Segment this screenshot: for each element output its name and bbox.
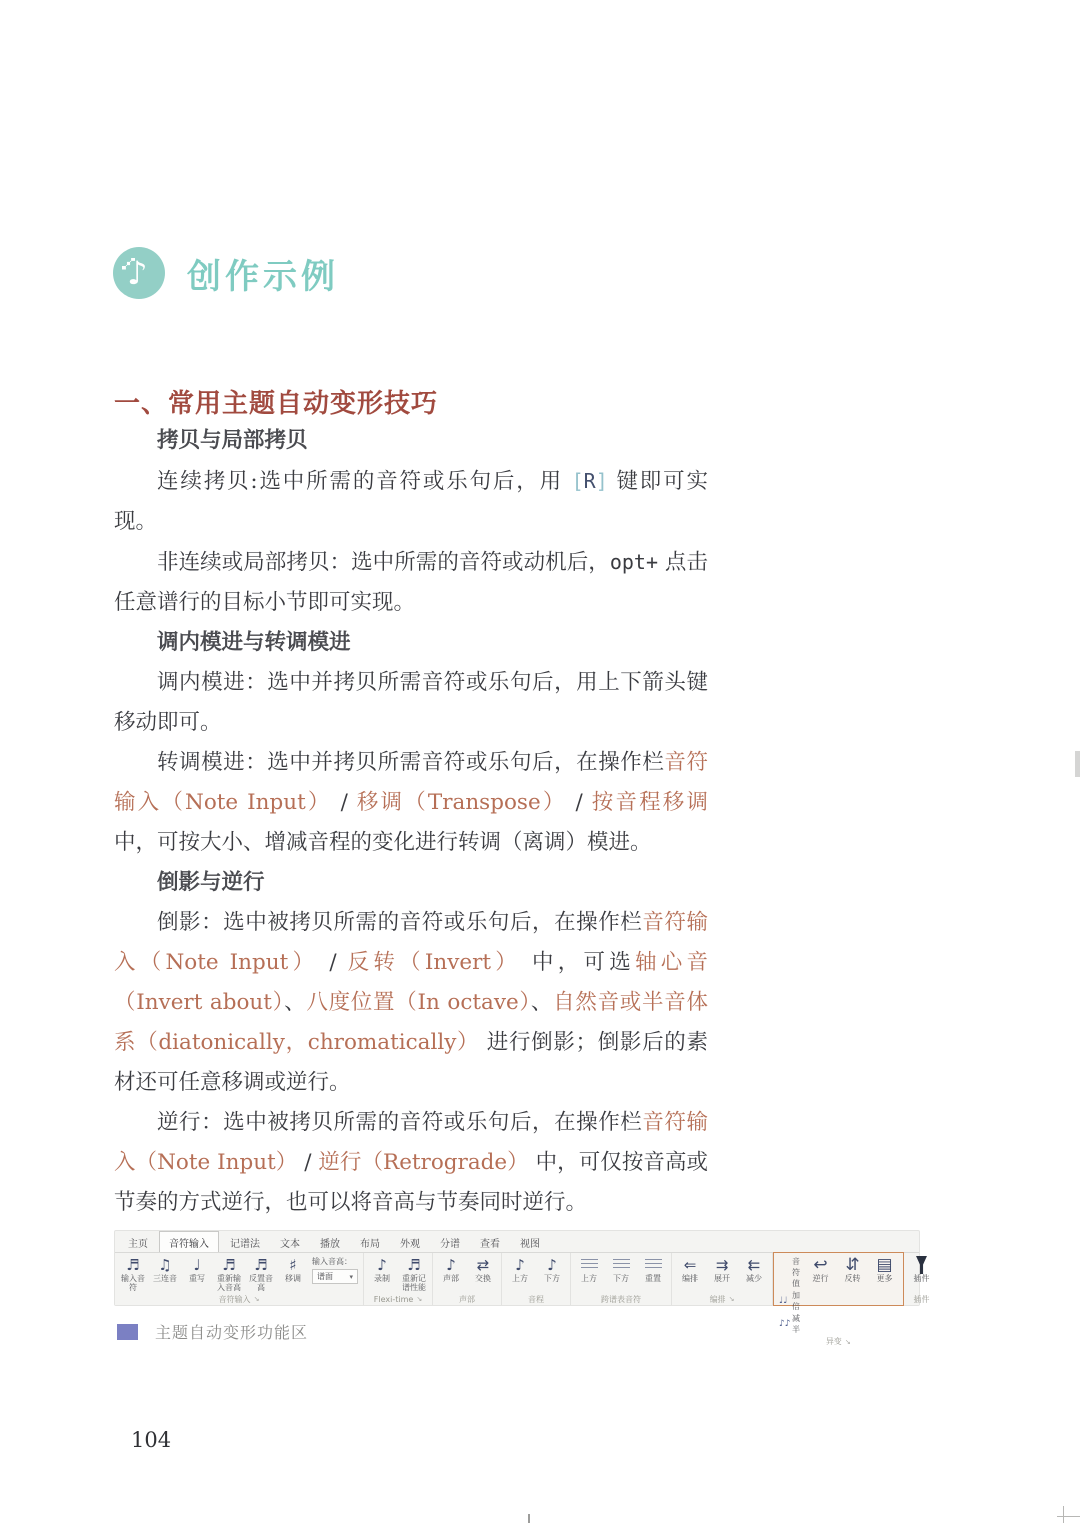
reduce-button[interactable]: ⇇ 减少 — [746, 1256, 762, 1283]
scan-artifact — [1057, 1516, 1080, 1517]
halve-note-values-item[interactable]: ♪♪ 减半 — [779, 1314, 800, 1334]
scan-artifact — [1063, 1506, 1064, 1523]
plugin-icon — [915, 1256, 928, 1274]
group-label-voices: 声部 — [459, 1294, 475, 1304]
ribbon-tab-row — [115, 1231, 919, 1252]
group-label-arrange: 编排 ↘ — [709, 1294, 735, 1304]
invert-button[interactable]: ⇵ 反转 — [844, 1255, 861, 1283]
group-label-cross-staff: 跨谱表音符 — [601, 1294, 641, 1304]
arrange-button[interactable]: ⇐ 编排 — [682, 1256, 698, 1283]
ribbon-group-transformations — [773, 1252, 904, 1346]
staff-lines-icon — [613, 1259, 630, 1271]
tab-appearance[interactable]: 外观 — [400, 1239, 420, 1250]
scan-artifact — [1075, 751, 1080, 777]
ribbon-group-cross-staff — [571, 1253, 672, 1305]
cross-staff-above-button[interactable]: 上方 — [574, 1255, 604, 1284]
sharp-icon: ♯ — [289, 1256, 297, 1274]
caption-swatch — [117, 1324, 138, 1340]
ribbon-group-plugins — [904, 1253, 940, 1305]
transpose-button[interactable]: ♯ 移调 — [285, 1256, 301, 1283]
cross-staff-below-button[interactable]: 下方 — [606, 1255, 636, 1284]
invert-arrows-icon: ⇵ — [845, 1255, 860, 1275]
tab-layout[interactable]: 布局 — [360, 1239, 380, 1250]
tab-parts[interactable]: 分谱 — [440, 1239, 460, 1250]
group-label-flexitime: Flexi-time ↘ — [373, 1294, 423, 1304]
paragraph: 非连续或局部拷贝：选中所需的音符或动机后，opt+ 点击任意谱行的目标小节即可实现。 — [114, 550, 708, 615]
grid-icon: ▤ — [876, 1255, 893, 1275]
swap-arrows-icon: ⇄ — [476, 1256, 490, 1274]
tab-home[interactable]: 主页 — [128, 1239, 148, 1250]
reinput-pitches-button[interactable]: ♬ 重新输入音高 — [217, 1256, 241, 1292]
body-text — [114, 421, 708, 1223]
note-icon: ♪ — [547, 1256, 557, 1274]
group-label-transformations: 异变 ↘ — [825, 1337, 851, 1346]
double-note-values-item[interactable]: ♩♩ 加倍 — [779, 1291, 800, 1311]
dialog-launcher-icon[interactable]: ↘ — [728, 1295, 735, 1303]
paragraph: 逆行：选中被拷贝所需的音符或乐句后，在操作栏音符输入（Note Input） / 逆行（Retrograde） 中，可仅按音高或节奏的方式逆行，也可以将音高与节奏同时逆行。 — [114, 1110, 708, 1215]
chevron-down-icon: ▾ — [349, 1272, 353, 1281]
tab-text[interactable]: 文本 — [280, 1239, 300, 1250]
scan-artifact — [528, 1514, 530, 1523]
more-transforms-button[interactable]: ▤ 更多 — [876, 1255, 893, 1283]
subheading-copy: 拷贝与局部拷贝 — [157, 428, 308, 453]
note-icon: ♬ — [407, 1256, 421, 1274]
input-pitch-control: 输入音高： 谱面 ▾ — [310, 1255, 360, 1285]
flip-pitches-button[interactable]: ♬ 反置音高 — [249, 1256, 273, 1292]
arrange-arrow-icon: ⇐ — [683, 1256, 697, 1274]
triplets-button[interactable]: ♫ 三连音 — [153, 1256, 177, 1283]
ribbon-group-note-input — [115, 1253, 364, 1305]
chapter-title: 创作示例 — [187, 256, 339, 297]
ribbon-group-intervals — [502, 1253, 571, 1305]
subheading-sequence: 调内模进与转调模进 — [157, 630, 351, 655]
record-note-icon: ♪ — [377, 1256, 387, 1274]
input-notes-button[interactable]: ♬ 输入音符 — [121, 1256, 145, 1292]
note-icon: ♬ — [222, 1256, 236, 1274]
figure-caption — [117, 1320, 308, 1343]
tab-review[interactable]: 查看 — [480, 1239, 500, 1250]
ribbon-group-arrange — [672, 1253, 773, 1305]
retrograde-arrow-icon: ↩ — [813, 1255, 828, 1275]
note-icon: ♬ — [254, 1256, 268, 1274]
swap-voices-button[interactable]: ⇄ 交换 — [475, 1256, 491, 1283]
explode-button[interactable]: ⇉ 展开 — [714, 1256, 730, 1283]
note-icon: ♫ — [158, 1256, 172, 1274]
section-heading: 一、常用主题自动变形技巧 — [114, 389, 439, 419]
reduce-arrows-icon: ⇇ — [747, 1256, 761, 1274]
note-icon: ♪ — [446, 1256, 456, 1274]
dialog-launcher-icon[interactable]: ↘ — [844, 1337, 851, 1346]
chapter-badge — [113, 247, 339, 299]
retrograde-button[interactable]: ↩ 逆行 — [812, 1255, 829, 1283]
group-label-intervals: 音程 — [528, 1294, 544, 1304]
rewrite-button[interactable]: ♩ 重写 — [189, 1256, 205, 1283]
dialog-launcher-icon[interactable]: ↘ — [253, 1295, 260, 1303]
note-values-item[interactable]: 音符值 — [792, 1257, 800, 1288]
staff-lines-icon — [645, 1259, 662, 1271]
page-number: 104 — [131, 1428, 172, 1452]
interval-above-button[interactable]: ♪ 上方 — [512, 1256, 528, 1283]
note-icon: ♬ — [126, 1256, 140, 1274]
halve-notes-icon: ♪♪ — [779, 1319, 791, 1329]
ribbon-group-flexitime — [364, 1253, 433, 1305]
double-notes-icon: ♩♩ — [779, 1296, 788, 1306]
tab-note-input[interactable]: 音符输入 — [159, 1231, 219, 1252]
paragraph: 调内模进：选中并拷贝所需音符或乐句后，用上下箭头键移动即可。 — [114, 670, 708, 735]
paragraph: 转调模进：选中并拷贝所需音符或乐句后，在操作栏音符输入（Note Input） / 移调（Transpose） / 按音程移调中，可按大小、增减音程的变化进行转调（离调）模进。 — [114, 750, 708, 855]
plugins-button[interactable]: 插件 — [907, 1255, 937, 1284]
input-pitch-dropdown[interactable]: 谱面 ▾ — [312, 1269, 358, 1284]
note-icon: ♩ — [193, 1256, 201, 1274]
tab-notations[interactable]: 记谱法 — [230, 1239, 260, 1250]
interval-below-button[interactable]: ♪ 下方 — [544, 1256, 560, 1283]
group-label-note-input: 音符输入 ↘ — [218, 1294, 260, 1304]
music-note-icon: ♪ — [113, 247, 165, 299]
note-values-stack — [777, 1255, 804, 1336]
caption-text: 主题自动变形功能区 — [155, 1323, 309, 1342]
paragraph: 倒影：选中被拷贝所需的音符或乐句后，在操作栏音符输入（Note Input） / 反转（Invert） 中，可选轴心音（Invert about）、八度位置（In octave）、自然音或半音体系（diatonically，chromatically） 进行倒影；倒影后的素材还可任意移调或逆行。 — [114, 910, 708, 1095]
cross-staff-reset-button[interactable]: 重置 — [638, 1255, 668, 1284]
staff-lines-icon — [581, 1259, 598, 1271]
group-label-plugins: 插件 — [913, 1294, 930, 1304]
dialog-launcher-icon[interactable]: ↘ — [416, 1295, 423, 1303]
tab-play[interactable]: 播放 — [320, 1239, 340, 1250]
paragraph: 连续拷贝:选中所需的音符或乐句后，用 [R] 键即可实现。 — [114, 469, 708, 534]
note-icon: ♪ — [515, 1256, 525, 1274]
tab-view[interactable]: 视图 — [520, 1239, 540, 1250]
ribbon-group-voices — [433, 1253, 502, 1305]
renotate-performance-button[interactable]: ♬ 重新记谱性能 — [402, 1256, 426, 1292]
voices-button[interactable]: ♪ 声部 — [443, 1256, 459, 1283]
subheading-invert-retrograde: 倒影与逆行 — [157, 870, 265, 895]
explode-arrows-icon: ⇉ — [715, 1256, 729, 1274]
record-button[interactable]: ♪ 录制 — [374, 1256, 390, 1283]
